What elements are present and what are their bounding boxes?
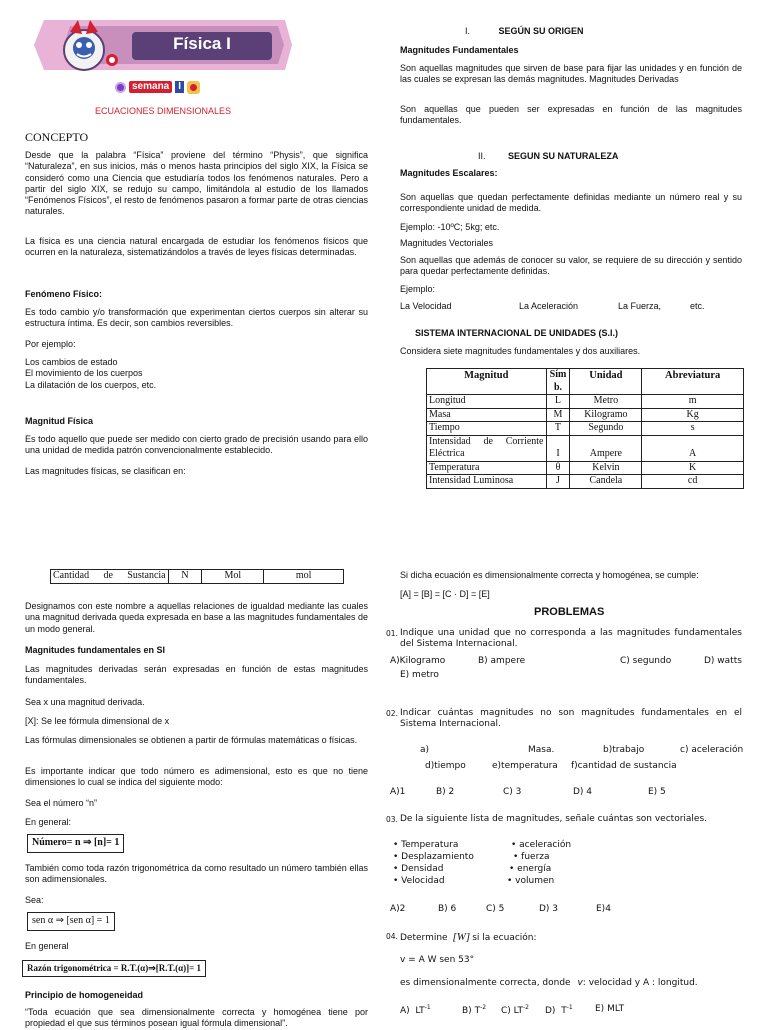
si-paragraph: Considera siete magnitudes fundamentales y dos auxiliares. bbox=[400, 346, 641, 356]
table-row bbox=[427, 422, 744, 436]
problems-heading: PROBLEMAS bbox=[534, 606, 605, 618]
bullet-column bbox=[393, 839, 474, 887]
table-cell: Masa bbox=[427, 408, 547, 422]
table-cell: θ bbox=[546, 461, 570, 475]
mag-fund-si-paragraph: Las magnitudes derivadas serán expresadas en función de estas magnitudes fundamentales. bbox=[25, 664, 368, 686]
formulas-paragraph: Las fórmulas dimensionales se obtienen a partir de fórmulas matemáticas o físicas. bbox=[25, 735, 358, 745]
question-3-options bbox=[390, 904, 730, 916]
table-cell: s bbox=[642, 422, 744, 436]
homogeneity-condition: Si dicha ecuación es dimensionalmente correcta y homogénea, se cumple: bbox=[400, 570, 699, 580]
list-item: • volumen bbox=[507, 876, 555, 886]
table-cell: Intensidad Luminosa bbox=[427, 475, 547, 489]
list-item: b)trabajo bbox=[603, 745, 645, 755]
vectoriales-paragraph: Son aquellas que además de conocer su valor, se requiere de su dirección y sentido para quedar perfectamente definidas. bbox=[400, 255, 742, 277]
section-2-title: SEGUN SU NATURALEZA bbox=[508, 151, 619, 161]
en-general-text: En general: bbox=[25, 817, 72, 827]
sea-x-text: Sea x una magnitud derivada. bbox=[25, 697, 145, 707]
answer-option: E) MLT bbox=[595, 1004, 625, 1014]
magnitud-heading: Magnitud Física bbox=[25, 416, 94, 426]
razon-formula-box: Razón trigonométrica = R.T.(α)⇒[R.T.(α)]= 1 bbox=[22, 960, 206, 977]
answer-option: B) $T^{-2}$ bbox=[462, 1004, 487, 1016]
por-ejemplo: Por ejemplo: bbox=[25, 339, 76, 349]
table-header-cell: Magnitud bbox=[427, 369, 547, 395]
section-1-title: SEGÚN SU ORIGEN bbox=[498, 26, 584, 36]
table-cell: K bbox=[642, 461, 744, 475]
table-cell: L bbox=[546, 395, 570, 409]
derivadas-paragraph: Son aquellas que pueden ser expresadas en función de las magnitudes fundamentales. bbox=[400, 104, 742, 126]
fenomeno-paragraph: Es todo cambio y/o transformación que experimentan ciertos cuerpos sin alterar su estructura íntima. Es decir, son cambios reversibles. bbox=[25, 307, 368, 329]
table-cell: Kg bbox=[642, 408, 744, 422]
question-text: De la siguiente lista de magnitudes, señale cuántas son vectoriales. bbox=[400, 814, 707, 824]
table-row bbox=[427, 461, 744, 475]
vector-example-item: La Velocidad bbox=[400, 301, 452, 311]
en-general-text-2: En general bbox=[25, 941, 69, 951]
list-item: • fuerza bbox=[513, 852, 550, 862]
answer-option: D) watts bbox=[704, 656, 742, 666]
semana-number: I bbox=[175, 81, 184, 94]
question-1 bbox=[386, 628, 742, 651]
answer-option: B) 6 bbox=[438, 904, 457, 914]
table-cell: N bbox=[168, 570, 202, 584]
question-3 bbox=[386, 814, 742, 825]
list-item: f)cantidad de sustancia bbox=[571, 761, 677, 771]
question-4 bbox=[386, 931, 742, 945]
mag-fund-si-heading: Magnitudes fundamentales en SI bbox=[25, 645, 166, 655]
list-item: • Temperatura bbox=[393, 840, 459, 850]
question-2-items bbox=[420, 745, 744, 771]
table-row bbox=[427, 395, 744, 409]
vector-example-item: La Aceleración bbox=[519, 301, 579, 311]
section-1-heading bbox=[465, 26, 584, 37]
circle-icon bbox=[115, 82, 126, 93]
answer-option: C) $LT^{-2}$ bbox=[501, 1004, 529, 1016]
vector-examples bbox=[400, 301, 740, 313]
week-badge bbox=[115, 80, 200, 94]
table-row bbox=[427, 435, 744, 461]
table-cell: Tiempo bbox=[427, 422, 547, 436]
answer-option: E)4 bbox=[596, 904, 611, 914]
table-cell: Longitud bbox=[427, 395, 547, 409]
list-item: • Densidad bbox=[393, 864, 444, 874]
semana-label: semana bbox=[129, 81, 172, 94]
list-item: • Velocidad bbox=[393, 876, 445, 886]
table-cell: Metro bbox=[570, 395, 642, 409]
sea-numero-text: Sea el número “n” bbox=[25, 798, 98, 808]
section-1-number: I. bbox=[465, 26, 471, 36]
answer-option: D) 4 bbox=[573, 787, 593, 797]
bullet-column bbox=[507, 839, 572, 887]
importante-paragraph: Es importante indicar que todo número es adimensional, esto es que no tiene dimensiones lo cual se indica del siguiente modo: bbox=[25, 766, 368, 788]
answer-option: B) ampere bbox=[478, 656, 526, 666]
table-cell: Candela bbox=[570, 475, 642, 489]
table-cell: J bbox=[546, 475, 570, 489]
formula-x-text: [X]: Se lee fórmula dimensional de x bbox=[25, 716, 170, 726]
table-header-row bbox=[427, 369, 744, 395]
magnitud-paragraph: Es todo aquello que puede ser medido con cierto grado de precisión usando para ello una unidad de medida patrón convencionalmente establecido. bbox=[25, 434, 368, 456]
table-header-cell: Abreviatura bbox=[642, 369, 744, 395]
cantidad-sustancia-row bbox=[50, 569, 344, 584]
escalares-example: Ejemplo: -10ºC; 5kg; etc. bbox=[400, 222, 500, 232]
table-header-cell: Sím b. bbox=[546, 369, 570, 395]
section-2-number: II. bbox=[478, 151, 486, 161]
answer-option: A) $LT^{-1}$ bbox=[400, 1004, 431, 1016]
question-2 bbox=[386, 708, 742, 731]
table-cell: I bbox=[546, 435, 570, 461]
escalares-paragraph: Son aquellas que quedan perfectamente definidas mediante un número real y su correspondiente unidad de medida. bbox=[400, 192, 742, 214]
answer-option: C) segundo bbox=[620, 656, 672, 666]
table-cell: Intensidad de Corriente Eléctrica bbox=[427, 435, 547, 461]
answer-option: E) 5 bbox=[648, 787, 666, 797]
si-units-table bbox=[426, 368, 744, 489]
course-banner bbox=[30, 14, 295, 76]
designamos-paragraph: Designamos con este nombre a aquellas relaciones de igualdad mediante las cuales una magnitud derivada queda expresada en base a las magnitudes fundamentales de un modo general. bbox=[25, 601, 368, 634]
table-cell: m bbox=[642, 395, 744, 409]
example-item: La dilatación de los cuerpos, etc. bbox=[25, 379, 157, 390]
list-item: • Desplazamiento bbox=[393, 852, 474, 862]
table-cell: Segundo bbox=[570, 422, 642, 436]
fundamentales-heading: Magnitudes Fundamentales bbox=[400, 45, 519, 55]
list-item: • energía bbox=[509, 864, 552, 874]
question-number: 02. bbox=[386, 709, 398, 718]
question-2-options bbox=[390, 787, 730, 799]
vector-example-item: La Fuerza, bbox=[618, 301, 662, 311]
vectoriales-heading: Magnitudes Vectoriales bbox=[400, 238, 494, 248]
answer-option: A)1 bbox=[390, 787, 406, 797]
table-row bbox=[427, 475, 744, 489]
table-row bbox=[427, 408, 744, 422]
question-4-equation: v = A W sen 53° bbox=[400, 955, 475, 965]
example-list bbox=[25, 357, 156, 391]
answer-option: D) $T^{-1}$ bbox=[545, 1004, 573, 1016]
list-item: c) aceleración bbox=[680, 745, 744, 755]
list-item: e)temperatura bbox=[492, 761, 558, 771]
clasifican-text: Las magnitudes físicas, se clasifican en: bbox=[25, 466, 186, 476]
si-heading: SISTEMA INTERNACIONAL DE UNIDADES (S.I.) bbox=[415, 328, 619, 338]
question-text: Determine [W] si la ecuación: bbox=[400, 931, 537, 943]
table-cell: Mol bbox=[202, 570, 264, 584]
question-number: 01. bbox=[386, 629, 398, 638]
table-row bbox=[51, 570, 344, 584]
table-cell: Temperatura bbox=[427, 461, 547, 475]
list-item: d)tiempo bbox=[425, 761, 466, 771]
table-cell: Kilogramo bbox=[570, 408, 642, 422]
question-number: 03. bbox=[386, 815, 398, 824]
table-cell: M bbox=[546, 408, 570, 422]
list-item: • aceleración bbox=[511, 840, 572, 850]
kid-icon bbox=[187, 81, 200, 94]
list-item: Masa. bbox=[528, 745, 555, 755]
question-4-condition: es dimensionalmente correcta, donde v: velocidad y A : longitud. bbox=[400, 978, 698, 988]
table-cell: Ampere bbox=[570, 435, 642, 461]
fenomeno-heading: Fenómeno Físico: bbox=[25, 289, 103, 299]
table-header-cell: Unidad bbox=[570, 369, 642, 395]
w-dimension: [W] bbox=[452, 931, 471, 943]
concept-paragraph-2: La física es una ciencia natural encargada de estudiar los fenómenos físicos que ocurren en la naturaleza, sistematizándolos a través de leyes físicas determinadas. bbox=[25, 236, 368, 258]
homogeneidad-heading: Principio de homogeneidad bbox=[25, 990, 144, 1000]
table-cell: cd bbox=[642, 475, 744, 489]
fundamentales-paragraph: Son aquellas magnitudes que sirven de base para fijar las unidades y en función de las cuales se expresan las demás magnitudes. Magnitudes Derivadas bbox=[400, 63, 742, 85]
homogeneity-equation: [A] = [B] = [C · D] = [E] bbox=[400, 589, 490, 599]
section-2-heading bbox=[478, 151, 618, 162]
homogeneidad-paragraph: “Toda ecuación que sea dimensionalmente correcta y homogénea tiene por propiedad el que sus términos posean igual fórmula dimensional”. bbox=[25, 1007, 368, 1029]
concept-paragraph-1: Desde que la palabra “Física” proviene del término “Physis”, que significa “Naturaleza”, en sus inicios, más o menos hasta principios del siglo XIX, la Física se consideró como una Ciencia que estudiaría todos los fenómenos naturales. Pero a partir del siglo XIX, se redujo su campo, limitándola al estudio de los llamados “Fenómenos Físicos”, el resto de fenómenos pasaron a formar parte de otras ciencias naturales. bbox=[25, 150, 368, 217]
answer-option: E) metro bbox=[400, 670, 439, 680]
sea-text: Sea: bbox=[25, 895, 44, 905]
sen-formula-box: sen α ⇒ [sen α] = 1 bbox=[27, 912, 115, 931]
table-cell: Kelvin bbox=[570, 461, 642, 475]
vectoriales-example: Ejemplo: bbox=[400, 284, 436, 294]
table-cell: Cantidad de Sustancia bbox=[51, 570, 169, 584]
question-text: Indique una unidad que no corresponda a las magnitudes fundamentales del Sistema Internacional. bbox=[400, 628, 742, 650]
example-item: Los cambios de estado bbox=[25, 357, 118, 367]
answer-option: A)2 bbox=[390, 904, 406, 914]
answer-option: C) 5 bbox=[486, 904, 505, 914]
escalares-heading: Magnitudes Escalares: bbox=[400, 168, 498, 178]
list-item: a) bbox=[420, 745, 430, 755]
document-title: ECUACIONES DIMENSIONALES bbox=[95, 106, 232, 116]
question-3-list bbox=[393, 839, 593, 891]
answer-option: A)Kilogramo bbox=[390, 656, 446, 666]
question-1-options bbox=[390, 656, 742, 668]
answer-option: B) 2 bbox=[436, 787, 455, 797]
vector-example-item: etc. bbox=[690, 301, 705, 311]
answer-option: C) 3 bbox=[503, 787, 522, 797]
example-item: El movimiento de los cuerpos bbox=[25, 368, 143, 379]
tambien-paragraph: También como toda razón trigonométrica da como resultado un número también ellas son adimensionales. bbox=[25, 863, 368, 885]
numero-formula-box: Número= n ⇒ [n]= 1 bbox=[27, 834, 124, 853]
question-4-options bbox=[400, 1004, 730, 1018]
table-cell: mol bbox=[264, 570, 344, 584]
question-number: 04. bbox=[386, 932, 398, 941]
answer-option: D) 3 bbox=[539, 904, 559, 914]
question-text: Indicar cuántas magnitudes no son magnitudes fundamentales en el Sistema Internacional. bbox=[400, 708, 742, 730]
concept-heading: CONCEPTO bbox=[25, 130, 89, 144]
table-cell: A bbox=[642, 435, 744, 461]
banner-title: Física I bbox=[173, 34, 231, 53]
table-cell: T bbox=[546, 422, 570, 436]
